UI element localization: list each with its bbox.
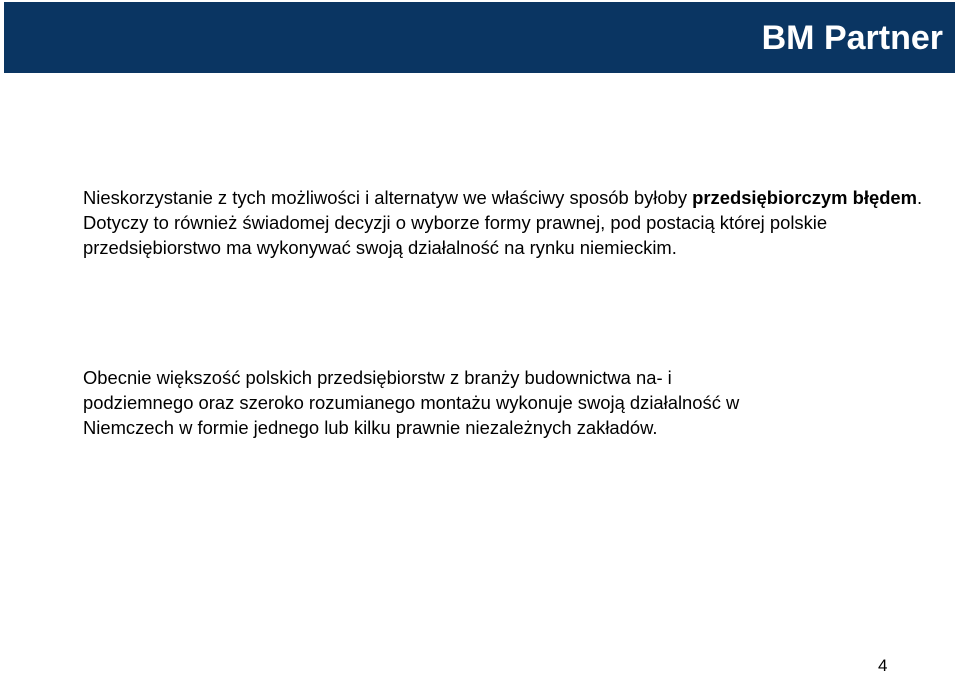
paragraph-lead-text: Nieskorzystanie z tych możliwości i alternatyw we właściwy sposób byłoby <box>83 187 693 208</box>
paragraph-line-2: podziemnego oraz szeroko rozumianego montażu wykonuje swoją działalność w <box>83 392 740 413</box>
brand-title: BM Partner <box>761 19 943 57</box>
paragraph-line-3: Niemczech w formie jednego lub kilku prawnie niezależnych zakładów. <box>83 417 658 438</box>
header-bar <box>4 2 955 73</box>
paragraph-line-1: Obecnie większość polskich przedsiębiorstw z branży budownictwa na- i <box>83 367 672 388</box>
paragraph-rest-text: . Dotyczy to również świadomej decyzji o wyborze formy prawnej, pod postacią której polskie przedsiębiorstwo ma wykonywać swoją działalność na rynku niemieckim. <box>83 187 923 258</box>
paragraph-construction-sector <box>83 365 933 440</box>
page-number: 4 <box>878 656 888 675</box>
emphasized-text: przedsiębiorczym błędem <box>692 187 918 208</box>
paragraph-legal-form <box>83 185 933 260</box>
